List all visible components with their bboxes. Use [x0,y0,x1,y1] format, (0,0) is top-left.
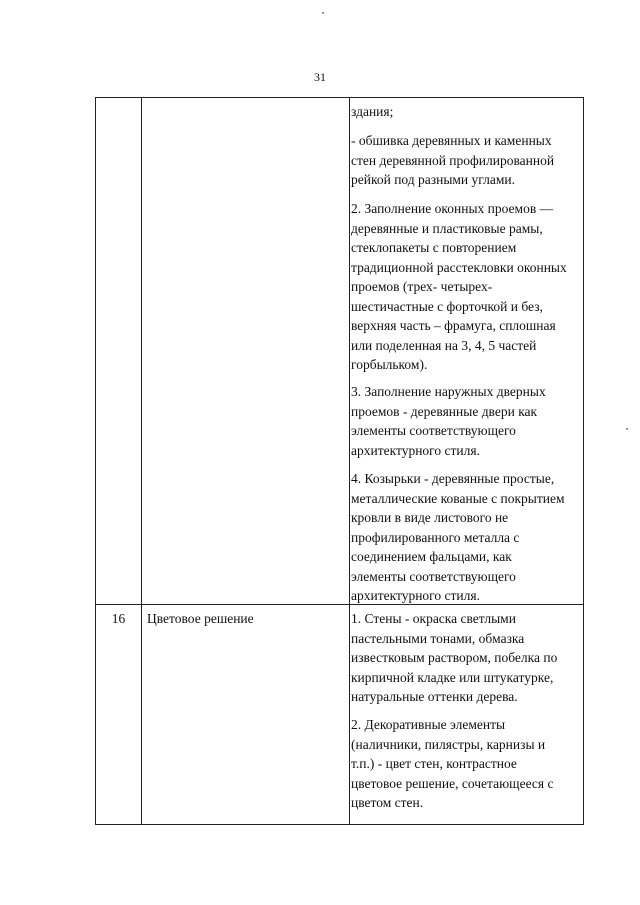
row-name: Цветовое решение [147,611,254,626]
paragraph: 1. Стены - окраска светлыми пастельными тонами, обмазка известковым раствором, побелка по кирпичной кладке или штукатурке, натуральные оттенки дерева. [351,611,558,704]
paragraph: 2. Декоративные элементы (наличники, пилястры, карнизы и т.п.) - цвет стен, контрастное цветовое решение, сочетающееся с цветом стен. [351,717,554,810]
paragraph: 4. Козырьки - деревянные простые, металлические кованые с покрытием кровли в виде листового не профилированного металла с соединением фальцами, как элементы соответствующего архитектурного стиля. [351,471,565,603]
row-number: 16 [111,611,126,626]
page-number: 31 [314,70,326,84]
column-divider [349,98,350,824]
scan-speck [626,428,628,430]
paragraph: здания; [351,104,394,119]
scan-speck [322,12,324,14]
specification-table [95,97,584,825]
column-divider [141,98,142,824]
paragraph: 3. Заполнение наружных дверных проемов - деревянные двери как элементы соответствующего архитектурного стиля. [351,384,546,458]
paragraph: 2. Заполнение оконных проемов — деревянные и пластиковые рамы, стеклопакеты с повторением традиционной расстекловки оконных проемов (трех- четырех- шестичастные с форточкой и без, верхняя часть – фрамуга, сплошная или поделенная на 3, 4, 5 частей горбыльком). [351,201,567,372]
paragraph: - обшивка деревянных и каменных стен деревянной профилированной рейкой под разными углами. [351,133,555,187]
